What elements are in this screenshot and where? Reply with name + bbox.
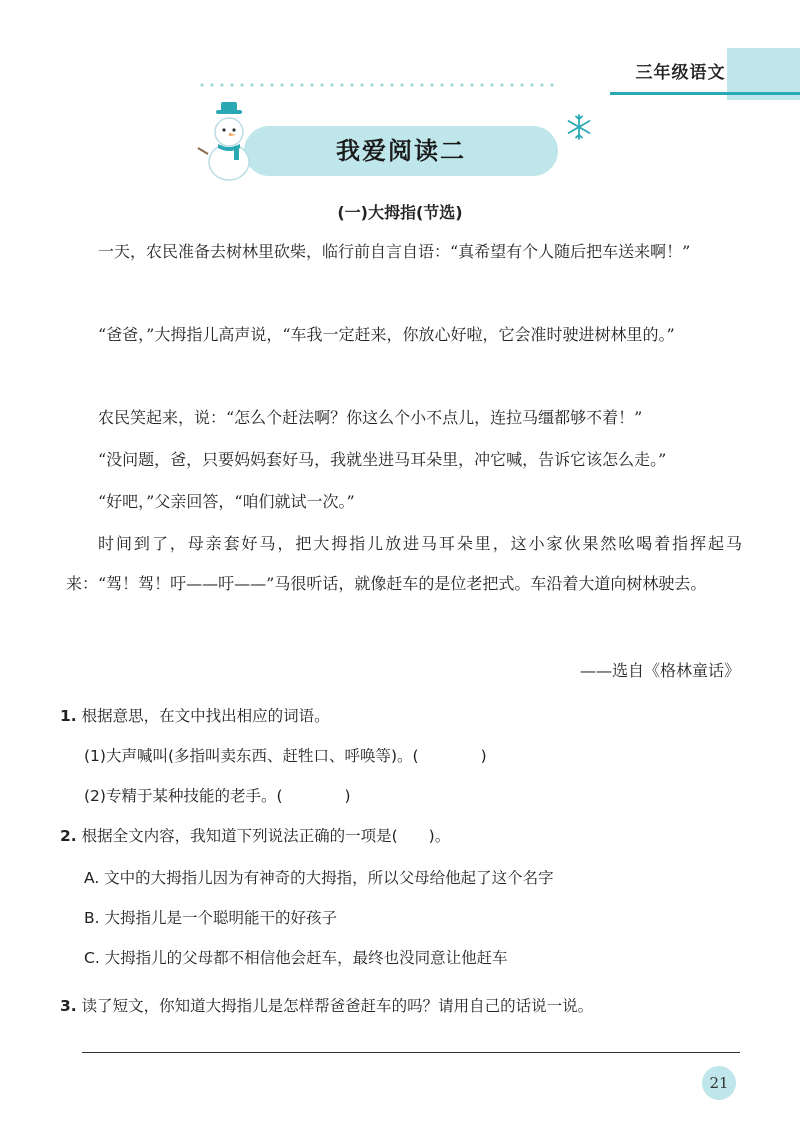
question-text: 读了短文，你知道大拇指儿是怎样帮爸爸赶车的吗？请用自己的话说一说。 (81, 997, 594, 1015)
option-a[interactable]: A. 文中的大拇指儿因为有神奇的大拇指，所以父母给他起了这个名字 (84, 869, 554, 887)
option-b[interactable]: B. 大拇指儿是一个聪明能干的好孩子 (84, 909, 337, 927)
snowman-icon (196, 102, 262, 182)
source-citation: ——选自《格林童话》 (579, 661, 740, 680)
passage-paragraph: “没问题，爸，只要妈妈套好马，我就坐进马耳朵里，冲它喊，告诉它该怎么走。” (98, 450, 667, 469)
passage-paragraph: 时间到了，母亲套好马，把大拇指儿放进马耳朵里，这小家伙果然吆喝着指挥起马来：“驾！驾！吁——吁——”马很听话，就像赶车的是位老把式。车沿着大道向树林驶去。 (66, 534, 742, 593)
grade-label: 三年级语文 (635, 63, 726, 83)
question-2 (60, 820, 750, 852)
dotted-divider (198, 80, 563, 90)
question-1 (60, 700, 750, 732)
question-3 (60, 990, 750, 1022)
question-text: 根据意思，在文中找出相应的词语。 (81, 707, 330, 725)
passage-subtitle: (一)大拇指(节选) (337, 203, 463, 222)
question-text: 根据全文内容，我知道下列说法正确的一项是( )。 (81, 827, 451, 845)
question-number: 1. (60, 707, 77, 725)
passage-paragraph: 农民笑起来，说：“怎么个赶法啊？你这么个小不点儿，连拉马缰都够不着！” (98, 408, 643, 427)
question-1-item[interactable]: (2)专精于某种技能的老手。( ) (84, 787, 351, 805)
answer-line[interactable] (82, 1052, 740, 1053)
question-number: 3. (60, 997, 77, 1015)
question-number: 2. (60, 827, 77, 845)
snowflake-icon (565, 113, 593, 141)
question-1-item[interactable]: (1)大声喊叫(多指叫卖东西、赶牲口、呼唤等)。( ) (84, 747, 487, 765)
passage-paragraph: “好吧，”父亲回答，“咱们就试一次。” (98, 492, 355, 511)
section-title: 我爱阅读二 (336, 137, 466, 165)
passage-paragraph: “爸爸，”大拇指儿高声说，“车我一定赶来，你放心好啦，它会准时驶进树林里的。” (98, 325, 675, 344)
option-c[interactable]: C. 大拇指儿的父母都不相信他会赶车，最终也没同意让他赶车 (84, 949, 508, 967)
passage-paragraph: 一天，农民准备去树林里砍柴，临行前自言自语：“真希望有个人随后把车送来啊！” (98, 242, 691, 261)
header-rule (610, 92, 800, 95)
page-number: 21 (702, 1066, 736, 1100)
